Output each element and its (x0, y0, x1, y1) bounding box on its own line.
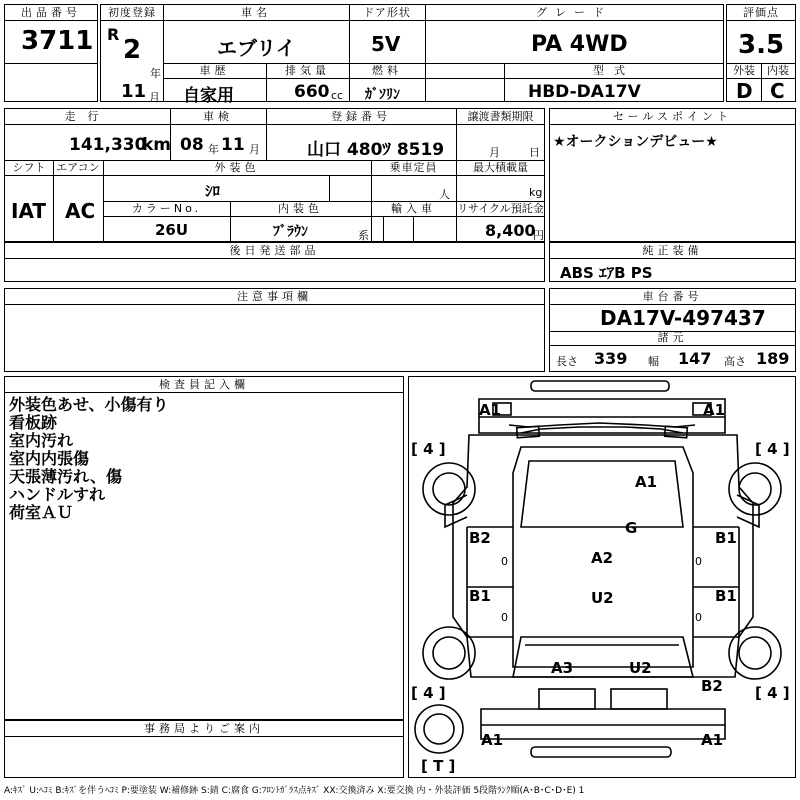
mark-right-front-door: B1 (715, 529, 737, 547)
zero-mark: 0 (695, 555, 702, 568)
length-label: 長さ (556, 355, 578, 368)
inspection-year: 08 (180, 135, 204, 155)
month-unit: 月 (149, 91, 160, 104)
era: R (107, 25, 120, 44)
legend: A:ｷｽﾞ U:ﾍｺﾐ B:ｷｽﾞを伴うﾍｺﾐ P:要塗装 W:補修跡 S:錆 C:腐食 G:ﾌﾛﾝﾄｶﾞﾗｽ点ｷｽﾞ XX:交換済み X:要交換 内・外装評価 5段階ﾗﾝｸ順(A･B･C･D･E) 1 (4, 786, 585, 796)
car-diagram (409, 377, 795, 777)
score-box (726, 4, 796, 102)
recycle-fee: 8,400 (485, 221, 536, 240)
displacement: 660 (294, 82, 330, 102)
sales-point-text: ★オークションデビュー★ (553, 134, 718, 150)
mark-rear-right-fender: B2 (701, 677, 723, 695)
interior-grade: C (770, 79, 785, 103)
note-line: 外装色あせ、小傷有り (9, 395, 169, 414)
zero-mark: 0 (695, 611, 702, 624)
history: 自家用 (183, 86, 234, 106)
inspector-label: 検査員記入欄 (159, 378, 249, 391)
registration-number: 山口 480ﾂ 8519 (307, 140, 445, 160)
later-parts-label: 後日発送部品 (229, 244, 320, 257)
cc-unit: cc (331, 89, 344, 102)
mark-front-right: A1 (703, 401, 726, 419)
zero-mark: 0 (501, 555, 508, 568)
interior-color-unit: 系 (358, 229, 369, 242)
mark-center-upper: A2 (591, 549, 614, 567)
ac-label: エアコン (56, 161, 100, 174)
chassis-number: DA17V-497437 (600, 306, 766, 330)
model-label: 型式 (593, 64, 635, 77)
lot-label: 出品番号 (21, 6, 81, 19)
transfer-day-unit: 日 (529, 146, 540, 159)
mark-front-left: A1 (479, 401, 502, 419)
note-line: 天張薄汚れ、傷 (9, 467, 122, 486)
mark-left-rear-door: B1 (469, 587, 491, 605)
int-color-label: 内装色 (278, 202, 323, 215)
grade: PA 4WD (531, 32, 628, 57)
transfer-month-unit: 月 (489, 146, 500, 159)
color-number: 26U (155, 221, 189, 239)
fuel-label: 燃料 (372, 64, 402, 77)
width: 147 (678, 349, 712, 368)
name-label: 車名 (241, 6, 271, 19)
tire-rear-left: [ 4 ] (411, 684, 446, 702)
mark-rear-left: A3 (551, 659, 574, 677)
capacity-unit: 人 (439, 188, 450, 201)
mileage-label: 走行 (64, 110, 111, 123)
transfer-label: 譲渡書類期限 (467, 110, 534, 123)
lot-number: 3711 (21, 26, 94, 56)
zero-mark: 0 (501, 611, 508, 624)
interior-color: ﾌﾞﾗｳﾝ (273, 224, 308, 240)
tire-front-right: [ 4 ] (755, 440, 790, 458)
mark-left-front-door: B2 (469, 529, 491, 547)
mark-roof: A1 (635, 473, 658, 491)
import-label: 輸入車 (391, 202, 436, 215)
mark-windshield: G (625, 519, 638, 537)
first-reg-year: 2 (123, 35, 142, 65)
height: 189 (756, 349, 790, 368)
inspection-year-unit: 年 (208, 143, 219, 156)
mark-rear-bumper-left: A1 (481, 731, 504, 749)
first-reg-month: 11 (121, 81, 147, 102)
damage-diagram-box (408, 376, 796, 778)
lot-box (4, 4, 98, 102)
grade-label: グレード (536, 6, 612, 19)
displacement-label: 排気量 (285, 64, 330, 77)
score: 3.5 (738, 30, 785, 60)
office-box (4, 720, 404, 778)
air-conditioner: AC (65, 199, 96, 223)
score-label: 評価点 (743, 6, 779, 19)
inspection-label: 車検 (203, 110, 233, 123)
exterior-color: ｼﾛ (205, 182, 221, 200)
inspection-month-unit: 月 (249, 143, 260, 156)
later-parts-box (4, 242, 545, 282)
color-no-label: カラーNo. (131, 202, 202, 215)
color-label: 外装色 (214, 161, 260, 174)
width-label: 幅 (648, 355, 659, 368)
load-unit: kg (529, 186, 543, 199)
chassis-box (549, 288, 796, 372)
reg-label: 登録番号 (331, 110, 391, 123)
length: 339 (594, 349, 628, 368)
fuel: ｶﾞｿﾘﾝ (365, 87, 400, 103)
history-label: 車歴 (199, 64, 230, 77)
office-label: 事務局よりご案内 (144, 722, 264, 735)
door-label: ドア形状 (363, 6, 411, 19)
dims-label: 諸元 (657, 331, 688, 344)
mileage: 141,330 (69, 135, 147, 155)
tire-spare: [ T ] (421, 757, 456, 775)
vehicle-header-box (100, 4, 724, 106)
km-unit: km (142, 135, 172, 155)
sales-point-box (549, 108, 796, 242)
height-label: 高さ (724, 355, 746, 368)
caution-label: 注意事項欄 (237, 290, 312, 303)
exterior-grade: D (736, 79, 753, 103)
year-unit: 年 (150, 67, 161, 80)
genuine-label: 純正装備 (642, 244, 703, 257)
capacity-label: 乗車定員 (389, 161, 438, 174)
model: HBD-DA17V (528, 82, 641, 102)
genuine-equipment-box (549, 242, 796, 282)
inspector-notes (9, 396, 169, 522)
inspection-month: 11 (221, 135, 245, 155)
inspector-box (4, 376, 404, 720)
shift: IAT (11, 199, 47, 223)
note-line: ハンドルすれ (9, 485, 106, 504)
genuine-text: ABS ｴｱB PS (560, 264, 653, 282)
spec-box (4, 108, 545, 242)
yen-unit: 円 (533, 229, 544, 242)
tire-front-left: [ 4 ] (411, 440, 446, 458)
mark-center-lower: U2 (591, 589, 614, 607)
note-line: 室内汚れ (9, 431, 74, 450)
recycle-label: リサイクル預託金 (457, 202, 544, 215)
tire-rear-right: [ 4 ] (755, 684, 790, 702)
load-label: 最大積載量 (473, 161, 528, 174)
mark-rear-right: U2 (629, 659, 652, 677)
mark-right-rear-door: B1 (715, 587, 737, 605)
sales-point-label: セールスポイント (612, 110, 732, 123)
caution-box (4, 288, 545, 372)
note-line: 荷室ＡＵ (9, 503, 74, 522)
first-reg-label: 初度登録 (108, 6, 156, 19)
chassis-label: 車台番号 (642, 290, 703, 303)
shift-label: シフト (12, 161, 46, 174)
vehicle-name: エブリイ (217, 36, 296, 60)
exterior-label: 外装 (733, 64, 755, 77)
door-type: 5V (371, 32, 401, 56)
mark-rear-bumper-right: A1 (701, 731, 724, 749)
note-line: 室内内張傷 (9, 449, 90, 468)
note-line: 看板跡 (9, 413, 58, 432)
interior-label: 内装 (767, 64, 789, 77)
